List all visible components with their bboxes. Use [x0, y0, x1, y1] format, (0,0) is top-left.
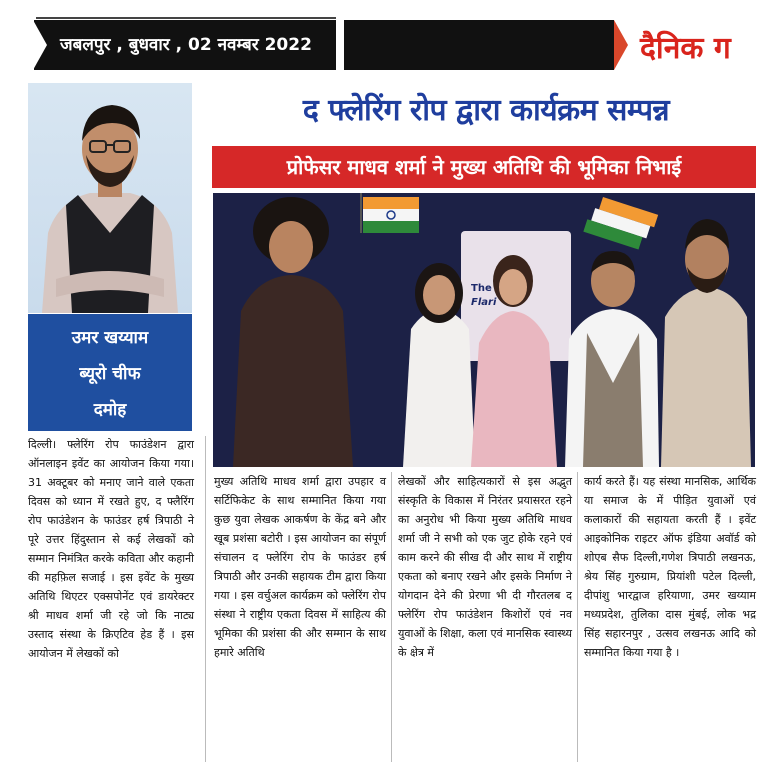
- event-group-photo: [213, 193, 755, 467]
- article-column-4: कार्य करते हैं। यह संस्था मानसिक, आर्थिक या समाज के में पीड़ित युवाओं एवं कलाकारों की सहायता करती हैं । इवेंट आइकोनिक राइटर ऑफ इंडिया अवॉर्ड को शोएब सैफ दिल्ली,गणेश त्रिपाठी लखनऊ, श्रेय सिंह गुरुग्राम, प्रियांशी पटेल दिल्ली, दीपांशु भारद्वाज हरियाणा, उमर खय्याम मध्यप्रदेश, तुलिका दास मुंबई, लोक भद्र सिंह सहारनपुर , उत्सव लखनऊ आदि को सम्मानित किया गया है ।: [584, 475, 756, 659]
- column-divider: [577, 472, 578, 762]
- reporter-portrait: [28, 83, 192, 313]
- reporter-designation: ब्यूरो चीफ: [79, 364, 141, 384]
- article-headline: द फ्लेरिंग रोप द्वारा कार्यक्रम सम्पन्न: [302, 93, 670, 128]
- article-column-1: दिल्ली। फ्लेरिंग रोप फाउंडेशन द्वारा ऑनलाइन इवेंट का आयोजन किया गया। 31 अक्टूबर को मनाए जाने वाले एकता दिवस को ध्यान में रखते हुए, द फ्लैरिंग रोप फाउंडेशन के फाउंडर हर्ष त्रिपाठी ने पूरे उत्तर हिंदुस्तान से कई लेखकों को सम्मान निमंत्रित करके कविता और कहानी की महफ़िल सजाई । इस इवेंट के मुख्य अतिथि थिएटर एक्सपोनेंट एवं डायरेक्टर श्री माधव शर्मा जी रहे जो कि नाट्य उस्ताद संस्था के क्रिएटिव हेड हैं । इस आयोजन में लेखकों को: [28, 438, 194, 660]
- svg-text:Flari: Flari: [471, 297, 497, 308]
- column-divider: [391, 472, 392, 762]
- newspaper-brand: दैनिक ग: [640, 31, 731, 66]
- article-column-2: मुख्य अतिथि माधव शर्मा द्वारा उपहार व सर्टिफिकेट के साथ सम्मानित किया गया कुछ युवा लेखक आकर्षण के केंद्र बने और खूब प्रशंसा बटोरी । इस आयोजन का संपूर्ण संचालन द फ्लेरिंग रोप के फाउंडर हर्ष त्रिपाठी और उनकी सहायक टीम द्वारा किया गया । इस वर्चुअल कार्यक्रम को फ्लेरिंग रोप संस्था ने राष्ट्रीय एकता दिवस में साहित्य की भूमिका की प्रशंसा की और सम्मान के साथ हमारे अतिथि: [214, 475, 386, 659]
- reporter-portrait-illustration: [28, 83, 192, 313]
- column-divider: [205, 436, 206, 762]
- article-subheadline: प्रोफेसर माधव शर्मा ने मुख्य अतिथि की भूमिका निभाई: [212, 146, 756, 188]
- reporter-city: दमोह: [93, 400, 127, 420]
- reporter-name: उमर खय्याम: [71, 328, 149, 348]
- reporter-byline-box: [28, 314, 192, 431]
- masthead-black-bar: [344, 20, 614, 70]
- dateline: जबलपुर , बुधवार , 02 नवम्बर 2022: [34, 20, 336, 70]
- masthead-arrow-icon: [614, 20, 628, 70]
- svg-text:The: The: [471, 283, 492, 294]
- masthead-strip: [22, 20, 768, 70]
- event-photo-illustration: [213, 193, 755, 467]
- article-column-3: लेखकों और साहित्यकारों से इस अद्भुत संस्कृति के विकास में निरंतर प्रयासरत रहने का अनुरोध भी किया मुख्य अतिथि माधव शर्मा जी ने सभी को एक जुट होके रहने एवं काम करने की सीख दी और साथ में राष्ट्रीय एकता को बनाए रखने और इसके निर्माण ने योगदान देने की प्रेरणा भी दी गौरतलब द फ्लेरिंग रोप फाउंडेशन किशोरों एवं नव युवाओं के शिक्षा, कला एवं मानसिक स्वास्थ्य के क्षेत्र में: [398, 475, 572, 659]
- india-flag-icon: [361, 193, 419, 233]
- masthead-rule: [36, 17, 336, 19]
